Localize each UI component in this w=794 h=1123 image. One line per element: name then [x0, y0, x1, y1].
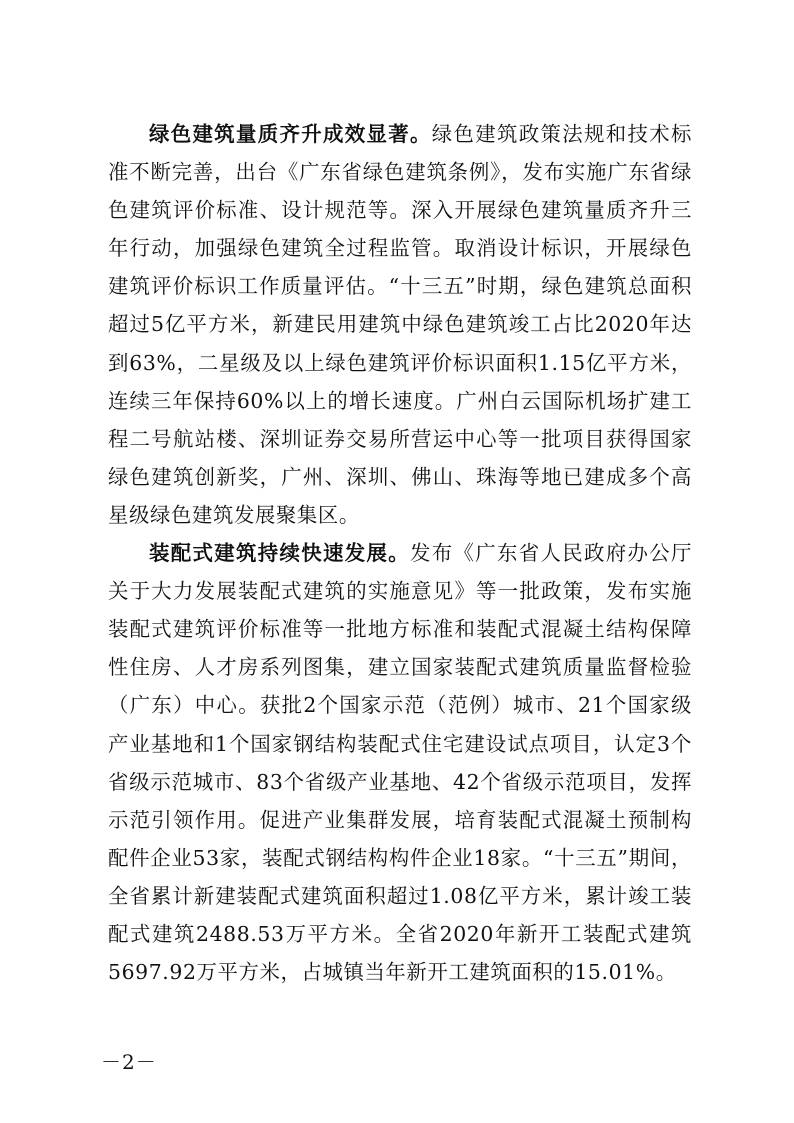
- paragraph-green-building: [108, 115, 692, 534]
- paragraph-lead-heading: 装配式建筑持续快速发展。: [149, 541, 410, 566]
- document-body: [108, 115, 692, 991]
- page-number: －2－: [101, 1050, 157, 1074]
- paragraph-text: 绿色建筑政策法规和技术标准不断完善，出台《广东省绿色建筑条例》，发布实施广东省绿色建筑评价标准、设计规范等。深入开展绿色建筑量质齐升三年行动，加强绿色建筑全过程监管。取消设计标识，开展绿色建筑评价标识工作质量评估。“十三五”时期，绿色建筑总面积超过5亿平方米，新建民用建筑中绿色建筑竣工占比2020年达到63%，二星级及以上绿色建筑评价标识面积1.15亿平方米，连续三年保持60%以上的增长速度。广州白云国际机场扩建工程二号航站楼、深圳证券交易所营运中心等一批项目获得国家绿色建筑创新奖，广州、深圳、佛山、珠海等地已建成多个高星级绿色建筑发展聚集区。: [108, 122, 692, 527]
- paragraph-prefab-building: [108, 534, 692, 991]
- paragraph-lead-heading: 绿色建筑量质齐升成效显著。: [149, 122, 432, 146]
- paragraph-text: 发布《广东省人民政府办公厅关于大力发展装配式建筑的实施意见》等一批政策，发布实施装配式建筑评价标准等一批地方标准和装配式混凝土结构保障性住房、人才房系列图集，建立国家装配式建筑质量监督检验（广东）中心。获批2个国家示范（范例）城市、21个国家级产业基地和1个国家钢结构装配式住宅建设试点项目，认定3个省级示范城市、83个省级产业基地、42个省级示范项目，发挥示范引领作用。促进产业集群发展，培育装配式混凝土预制构配件企业53家，装配式钢结构构件企业18家。“十三五”期间，全省累计新建装配式建筑面积超过1.08亿平方米，累计竣工装配式建筑2488.53万平方米。全省2020年新开工装配式建筑5697.92万平方米，占城镇当年新开工建筑面积的15.01%。: [108, 541, 692, 985]
